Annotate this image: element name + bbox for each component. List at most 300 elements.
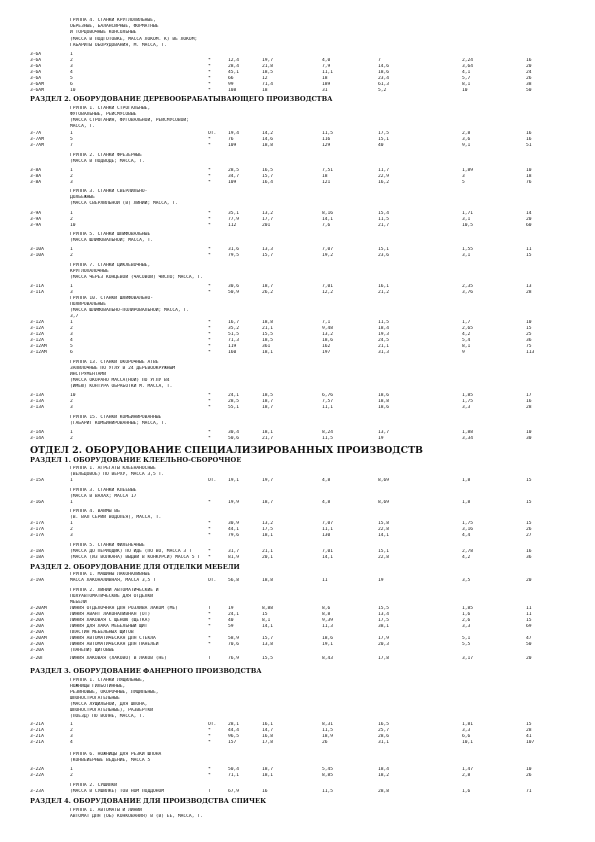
- section-heading: РАЗДЕЛ 4. ОБОРУДОВАНИЕ ДЛЯ ПРОИЗВОДСТВА СПИЧЕК: [30, 797, 267, 805]
- cell-text: 3: [70, 64, 73, 69]
- cell-v5: 1,88: [462, 430, 474, 435]
- cell-v5: 3,64: [462, 64, 474, 69]
- cell-v5: 1,75: [462, 399, 474, 404]
- cell-unit: *: [208, 290, 211, 295]
- cell-text: МЕБЕЛИ: [70, 600, 87, 605]
- cell-code: 3-11А: [30, 284, 44, 289]
- table-row: [0, 758, 595, 765]
- cell-v2: 13,3: [262, 247, 274, 252]
- cell-v6: 26: [526, 527, 532, 532]
- cell-v5: 1,7: [462, 320, 471, 325]
- cell-v5: 2,35: [462, 284, 474, 289]
- cell-v2: 14,6: [262, 137, 274, 142]
- cell-text: ГРУППА 5. СТАНКИ ФИЛЕНЕЧНЫЕ: [70, 543, 145, 548]
- cell-code: 3-6А: [30, 70, 42, 75]
- cell-v3: 19,1: [322, 642, 334, 647]
- cell-text: 2: [70, 436, 73, 441]
- cell-v2: 12: [262, 76, 268, 81]
- cell-v6: 17: [526, 393, 532, 398]
- cell-text: ГРУППА 1. АГРЕГАТЫ КЛЕЕНАНОСНЫЕ: [70, 466, 156, 471]
- cell-v4: 14,1: [378, 533, 390, 538]
- cell-v4: 23,4: [378, 76, 390, 81]
- cell-v2: 14,2: [262, 131, 274, 136]
- cell-v2: 15,5: [262, 332, 274, 337]
- cell-v6: 69: [526, 624, 532, 629]
- cell-v4: 5,2: [378, 88, 387, 93]
- cell-v4: 7: [378, 58, 381, 63]
- cell-unit: *: [208, 137, 211, 142]
- cell-text: КРУГЛОПАЛОЧНЫЕ: [70, 269, 109, 274]
- cell-unit: *: [208, 350, 211, 355]
- cell-unit: *: [208, 728, 211, 733]
- cell-text: (МАССА ШЛИФОВАЛЬНО-ПОЛИРОВАЛЬНОЙ; МАССА, Т.: [70, 308, 189, 313]
- cell-v4: 21,7: [378, 223, 390, 228]
- table-row: [0, 478, 595, 485]
- cell-v6: 20: [526, 656, 532, 661]
- table-row: [0, 180, 595, 187]
- cell-v2: 18,7: [262, 500, 274, 505]
- cell-v1: 50,6: [228, 436, 240, 441]
- cell-v5: 5,7: [462, 76, 471, 81]
- cell-text: (МАССА ДО ПЕРИОДИК) ПО ИДЕ (ПО ВО, МАССА 3 Т: [70, 549, 192, 554]
- cell-unit: *: [208, 174, 211, 179]
- cell-v3: 18,9: [322, 734, 334, 739]
- cell-v5: 3,17: [462, 656, 474, 661]
- cell-v3: 11,1: [322, 70, 334, 75]
- cell-v1: 19,4: [228, 131, 240, 136]
- table-row: [0, 88, 595, 95]
- cell-text: ГРУППА 2. СУШИЛКИ: [70, 783, 118, 788]
- cell-unit: *: [208, 82, 211, 87]
- cell-v3: 9,39: [322, 618, 334, 623]
- cell-v5: 1,55: [462, 247, 474, 252]
- cell-v4: 15,8: [378, 521, 390, 526]
- cell-unit: *: [208, 284, 211, 289]
- cell-v3: 18,6: [322, 338, 334, 343]
- cell-v6: 47: [526, 636, 532, 641]
- cell-v3: 189: [322, 82, 331, 87]
- cell-text: 1: [70, 168, 73, 173]
- cell-code: 3-21А: [30, 734, 44, 739]
- cell-text: 10: [70, 393, 76, 398]
- table-row: [0, 275, 595, 282]
- cell-v5: 3,1: [462, 253, 471, 258]
- cell-unit: ОТ.: [208, 578, 217, 583]
- cell-v1: 99: [228, 82, 234, 87]
- cell-code: 3-6АМ: [30, 88, 44, 93]
- cell-v2: 18,8: [262, 143, 274, 148]
- cell-v4: 15,1: [378, 137, 390, 142]
- cell-unit: *: [208, 767, 211, 772]
- cell-v1: 35,2: [228, 326, 240, 331]
- cell-code: 3-17А: [30, 521, 44, 526]
- cell-v6: 10: [526, 430, 532, 435]
- cell-v6: 15: [526, 326, 532, 331]
- cell-v6: 11: [526, 612, 532, 617]
- cell-v1: 76,9: [228, 656, 240, 661]
- cell-v4: 13,4: [378, 612, 390, 617]
- cell-v3: 7,07: [322, 247, 334, 252]
- cell-code: 3-21А: [30, 740, 44, 745]
- table-row: [0, 421, 595, 428]
- cell-v3: 18: [322, 76, 328, 81]
- cell-v4: 19: [378, 578, 384, 583]
- cell-v6: 28: [526, 405, 532, 410]
- table-row: [0, 814, 595, 821]
- cell-v3: 129: [322, 143, 331, 148]
- cell-code: 3-12АМ: [30, 350, 47, 355]
- cell-v3: 7,07: [322, 521, 334, 526]
- cell-v6: 107: [526, 740, 535, 745]
- cell-v2: 19,7: [262, 478, 274, 483]
- cell-v2: 20,1: [262, 555, 274, 560]
- cell-code: 3-8А: [30, 168, 42, 173]
- cell-unit: *: [208, 143, 211, 148]
- cell-v5: 5,5: [462, 642, 471, 647]
- cell-v5: 2,65: [462, 326, 474, 331]
- cell-v5: 4,2: [462, 555, 471, 560]
- cell-v3: 11,1: [322, 527, 334, 532]
- cell-v1: 16,7: [228, 320, 240, 325]
- cell-v2: 18: [262, 88, 268, 93]
- cell-v1: 24,1: [228, 393, 240, 398]
- cell-v1: 30,6: [228, 284, 240, 289]
- cell-v5: 3,5: [462, 578, 471, 583]
- cell-v6: 51: [526, 143, 532, 148]
- cell-v1: 31,7: [228, 549, 240, 554]
- cell-v3: 18,6: [322, 636, 334, 641]
- cell-v1: 81,9: [228, 555, 240, 560]
- cell-code: 3-11А: [30, 290, 44, 295]
- cell-text: ШПОНОСТРОГАТЕЛЬНЫЕ: [70, 696, 120, 701]
- cell-text: ЗАПИЛОЧНЫЕ ПО УГЛУ В 24 ДЕРЕВООКРУЖНЫМ: [70, 366, 176, 371]
- cell-text: 1: [70, 284, 73, 289]
- cell-v2: 17,8: [262, 740, 274, 745]
- cell-v2: 15,7: [262, 174, 274, 179]
- cell-v3: 7,01: [322, 284, 334, 289]
- section-heading: РАЗДЕЛ 2. ОБОРУДОВАНИЕ ДЕРЕВООБРАБАТЫВАЮЩЕГО ПРОИЗВОДСТВА: [30, 95, 333, 103]
- table-row: [0, 350, 595, 357]
- cell-v5: 10,5: [462, 223, 474, 228]
- cell-v1: 19,9: [228, 500, 240, 505]
- cell-v2: 18,1: [262, 533, 274, 538]
- cell-v1: 77,9: [228, 217, 240, 222]
- cell-v5: 3,16: [462, 527, 474, 532]
- cell-text: 3: [70, 405, 73, 410]
- cell-v2: 16,8: [262, 734, 274, 739]
- cell-v5: 3,6: [462, 137, 471, 142]
- cell-v6: 10: [526, 320, 532, 325]
- cell-v1: 35,1: [228, 211, 240, 216]
- cell-unit: *: [208, 58, 211, 63]
- cell-unit: ОТ.: [208, 722, 217, 727]
- cell-code: 3-14А: [30, 436, 44, 441]
- cell-v1: 34,7: [228, 174, 240, 179]
- cell-code: 3-6А: [30, 52, 42, 57]
- cell-text: ЛИНИЯ ЛАКОВАЯ С ЩЕНОЮ (ЩЁТКА): [70, 618, 151, 623]
- cell-code: 3-9А: [30, 211, 42, 216]
- cell-v6: 38: [526, 82, 532, 87]
- cell-v6: 13: [526, 284, 532, 289]
- cell-v4: 14,6: [378, 64, 390, 69]
- cell-text: РЕЗИНОВЫЕ, ОКОРОЧНЫЕ, ЛУЩИЛЬНЫЕ,: [70, 690, 159, 695]
- cell-v5: 9,1: [462, 143, 471, 148]
- cell-v6: 25: [526, 332, 532, 337]
- table-row: [0, 405, 595, 412]
- cell-v3: 7,9: [322, 64, 331, 69]
- cell-v5: 4,4: [462, 533, 471, 538]
- cell-unit: *: [208, 527, 211, 532]
- cell-v2: 19,7: [262, 58, 274, 63]
- cell-v4: 11,5: [378, 217, 390, 222]
- cell-v2: 13,2: [262, 211, 274, 216]
- cell-text: ГРУППА 2. ЛИНИИ АВТОМАТИЧЕСКИЕ И: [70, 588, 159, 593]
- cell-v5: 1,8: [462, 500, 471, 505]
- cell-code: 3-13А: [30, 399, 44, 404]
- cell-unit: ОТ.: [208, 131, 217, 136]
- cell-v3: 121: [322, 180, 331, 185]
- cell-code: 3-20А: [30, 648, 44, 653]
- cell-v3: 11,5: [322, 131, 334, 136]
- cell-code: 3-12АМ: [30, 344, 47, 349]
- cell-text: (МАССА В ВАЛАХ; МАССА 17: [70, 494, 137, 499]
- cell-text: 5: [70, 76, 73, 81]
- cell-v5: 9: [462, 350, 465, 355]
- cell-v1: 30,4: [228, 430, 240, 435]
- cell-text: ГРУППА 7. СТАНКИ ЦИКЛЕВОЧНЫЕ,: [70, 263, 151, 268]
- cell-v5: 10: [462, 88, 468, 93]
- cell-text: (МАССА СВЕРЛИЛЬНОЙ (В) ЛИНИИ; МАССА, Т.: [70, 201, 178, 206]
- cell-v3: 14,1: [322, 217, 334, 222]
- cell-v4: 17,5: [378, 618, 390, 623]
- cell-text: 6: [70, 82, 73, 87]
- cell-text: ЛИНИЯ АВТОМАТИЧЕСКАЯ ДЛЯ ПАНЕЛЕЙ: [70, 642, 159, 647]
- cell-v5: 1,81: [462, 722, 474, 727]
- cell-v1: 51,5: [228, 332, 240, 337]
- cell-unit: *: [208, 612, 211, 617]
- cell-v3: 11: [322, 578, 328, 583]
- table-row: [0, 436, 595, 443]
- cell-code: 3-20А: [30, 630, 44, 635]
- cell-v2: 13,2: [262, 521, 274, 526]
- cell-v5: 5,4: [462, 338, 471, 343]
- cell-unit: *: [208, 636, 211, 641]
- cell-code: 3-12А: [30, 338, 44, 343]
- cell-v6: 24: [526, 70, 532, 75]
- table-row: [0, 143, 595, 150]
- table-row: [0, 740, 595, 747]
- cell-v5: 3,3: [462, 624, 471, 629]
- cell-v5: 1,89: [462, 168, 474, 173]
- cell-unit: *: [208, 436, 211, 441]
- cell-text: МАССА ЛАКОНАЛИВНАЯ, МАССА 3,5 Т: [70, 578, 156, 583]
- table-row: [0, 30, 595, 37]
- cell-code: 3-9А: [30, 217, 42, 222]
- cell-v1: 50,9: [228, 290, 240, 295]
- cell-text: 4: [70, 70, 73, 75]
- cell-v6: 15: [526, 618, 532, 623]
- table-row: [0, 223, 595, 230]
- cell-v2: 18,7: [262, 399, 274, 404]
- table-row: [0, 789, 595, 796]
- cell-v5: 3,76: [462, 290, 474, 295]
- cell-text: ПОЛУАВТОМАТИЧЕСКИЕ ДЛЯ ОТДЕЛКИ: [70, 594, 153, 599]
- cell-unit: *: [208, 217, 211, 222]
- cell-text: ГРУППА 1. АВТОМАТЫ И ЛИНИИ: [70, 808, 142, 813]
- cell-unit: *: [208, 399, 211, 404]
- cell-text: ГРУППА 2. СТАНКИ ФРЕЗЕРНЫЕ: [70, 153, 142, 158]
- cell-v4: 19,3: [378, 332, 390, 337]
- cell-v5: 5: [462, 180, 465, 185]
- cell-v1: 31,6: [228, 247, 240, 252]
- cell-v4: 15,5: [378, 606, 390, 611]
- cell-v1: 44,1: [228, 527, 240, 532]
- table-row: [0, 578, 595, 585]
- cell-v2: 16,4: [262, 180, 274, 185]
- cell-text: (ПОЕЗД) ПО ВОЛНЕ, МАССА, Т.: [70, 714, 145, 719]
- cell-v6: 20: [526, 578, 532, 583]
- cell-unit: ОТ.: [208, 478, 217, 483]
- cell-v4: 21,2: [378, 290, 390, 295]
- cell-text: 1: [70, 247, 73, 252]
- cell-v3: 11,1: [322, 405, 334, 410]
- cell-v4: 18,8: [378, 399, 390, 404]
- cell-v3: 8,43: [322, 656, 334, 661]
- cell-v2: 201: [262, 223, 271, 228]
- cell-text: 5: [70, 344, 73, 349]
- cell-v4: 20,3: [378, 642, 390, 647]
- cell-v3: 14,1: [322, 555, 334, 560]
- cell-v6: 76: [526, 180, 532, 185]
- table-row: [0, 384, 595, 391]
- cell-v5: 2,8: [462, 131, 471, 136]
- cell-text: (МАССА ОКОРАНО МАССА(НОЙ) ПО УГЛУ В4: [70, 378, 170, 383]
- cell-text: 3: [70, 533, 73, 538]
- cell-text: 3,7: [70, 314, 79, 319]
- cell-v4: 16,1: [378, 284, 390, 289]
- cell-v4: 17,8: [378, 656, 390, 661]
- cell-unit: *: [208, 393, 211, 398]
- cell-unit: *: [208, 618, 211, 623]
- cell-v2: 8,1: [262, 618, 271, 623]
- cell-v3: 8,85: [322, 773, 334, 778]
- cell-v6: 10: [526, 168, 532, 173]
- cell-v6: 18: [526, 174, 532, 179]
- cell-v3: 31: [322, 88, 328, 93]
- cell-v2: 21,1: [262, 326, 274, 331]
- cell-code: 3-6А: [30, 58, 42, 63]
- table-row: [0, 656, 595, 663]
- cell-unit: *: [208, 405, 211, 410]
- cell-v2: 21,8: [262, 64, 274, 69]
- cell-v2: 16,1: [262, 722, 274, 727]
- cell-v4: 16,5: [378, 722, 390, 727]
- cell-v4: 23,6: [378, 253, 390, 258]
- cell-text: (МАССА ЛУЩИЛЬНОЙ, ДЛЯ ШПОНА,: [70, 702, 148, 707]
- cell-v2: 14,1: [262, 624, 274, 629]
- cell-v4: 22,8: [378, 555, 390, 560]
- section-heading: РАЗДЕЛ 3. ОБОРУДОВАНИЕ ФАНЕРНОГО ПРОИЗВОДСТВА: [30, 667, 262, 675]
- cell-v2: 18,7: [262, 284, 274, 289]
- cell-v1: 79,5: [228, 253, 240, 258]
- cell-v5: 10,1: [462, 740, 474, 745]
- cell-v3: 11,5: [322, 436, 334, 441]
- cell-v3: 8,24: [322, 430, 334, 435]
- cell-v5: 3,3: [462, 405, 471, 410]
- cell-v6: 36: [526, 555, 532, 560]
- cell-v2: 15: [262, 612, 268, 617]
- cell-v3: 130: [322, 533, 331, 538]
- cell-v1: 66: [228, 76, 234, 81]
- cell-v2: 18,8: [262, 578, 274, 583]
- cell-v2: 17,7: [262, 217, 274, 222]
- cell-v5: 2,8: [462, 773, 471, 778]
- cell-v3: 7,01: [322, 549, 334, 554]
- cell-text: (МАССА (ИЗ ВОЛКАНА) ВЫДВИ В КОНКУРСИ) МАССА 5 Т: [70, 555, 200, 560]
- cell-v6: 16: [526, 399, 532, 404]
- cell-v1: 79,6: [228, 533, 240, 538]
- cell-v2: 18,5: [262, 338, 274, 343]
- cell-text: 7: [70, 143, 73, 148]
- table-row: [0, 500, 595, 507]
- cell-v3: 7,57: [322, 399, 334, 404]
- cell-v6: 16: [526, 137, 532, 142]
- cell-v2: 18,7: [262, 405, 274, 410]
- cell-v6: 11: [526, 247, 532, 252]
- cell-text: 1: [70, 478, 73, 483]
- cell-v3: 12,2: [322, 290, 334, 295]
- cell-code: 3-16А: [30, 500, 44, 505]
- cell-v3: 8,31: [322, 722, 334, 727]
- cell-v1: 19,1: [228, 478, 240, 483]
- cell-unit: *: [208, 76, 211, 81]
- cell-v6: 30: [526, 436, 532, 441]
- cell-code: 3-23А: [30, 789, 44, 794]
- department-heading: ОТДЕЛ 2. ОБОРУДОВАНИЕ СПЕЦИАЛИЗИРОВАННЫХ ПРОИЗВОДСТВ: [30, 445, 423, 456]
- cell-v4: 11,7: [378, 168, 390, 173]
- cell-v1: 70,6: [228, 642, 240, 647]
- section-heading: РАЗДЕЛ 2. ОБОРУДОВАНИЕ ДЛЯ ОТДЕЛКИ МЕБЕЛИ: [30, 563, 240, 571]
- cell-v4: 18,6: [378, 70, 390, 75]
- cell-v6: 27: [526, 533, 532, 538]
- cell-code: 3-13А: [30, 393, 44, 398]
- cell-v1: 109: [228, 180, 237, 185]
- cell-code: 3-15А: [30, 478, 44, 483]
- cell-unit: *: [208, 500, 211, 505]
- cell-text: (ГАБАРИТ КОМБИНИРОВАННЫЕ; МАССА, Т.: [70, 421, 167, 426]
- cell-code: 3-22А: [30, 767, 44, 772]
- cell-text: 2: [70, 217, 73, 222]
- cell-text: ГАБАРИТЫ ОБОРУДОВАНИЯ, М. МАССА, Т.: [70, 43, 167, 48]
- cell-v6: 113: [526, 350, 535, 355]
- cell-v5: 2,78: [462, 549, 474, 554]
- cell-unit: *: [208, 88, 211, 93]
- cell-text: ПОЛИРОВАЛЬНЫЕ: [70, 302, 106, 307]
- cell-code: 3-6АМ: [30, 82, 44, 87]
- cell-v1: 71,3: [228, 338, 240, 343]
- cell-code: 3-20А: [30, 624, 44, 629]
- cell-v5: 1,47: [462, 767, 474, 772]
- cell-v5: 1,75: [462, 521, 474, 526]
- cell-v3: 11,5: [322, 789, 334, 794]
- cell-text: 1: [70, 500, 73, 505]
- cell-v2: 18,1: [262, 430, 274, 435]
- cell-text: 1: [70, 320, 73, 325]
- cell-text: 2: [70, 527, 73, 532]
- cell-text: 1: [70, 52, 73, 57]
- cell-v2: 18,5: [262, 70, 274, 75]
- cell-text: 5: [70, 137, 73, 142]
